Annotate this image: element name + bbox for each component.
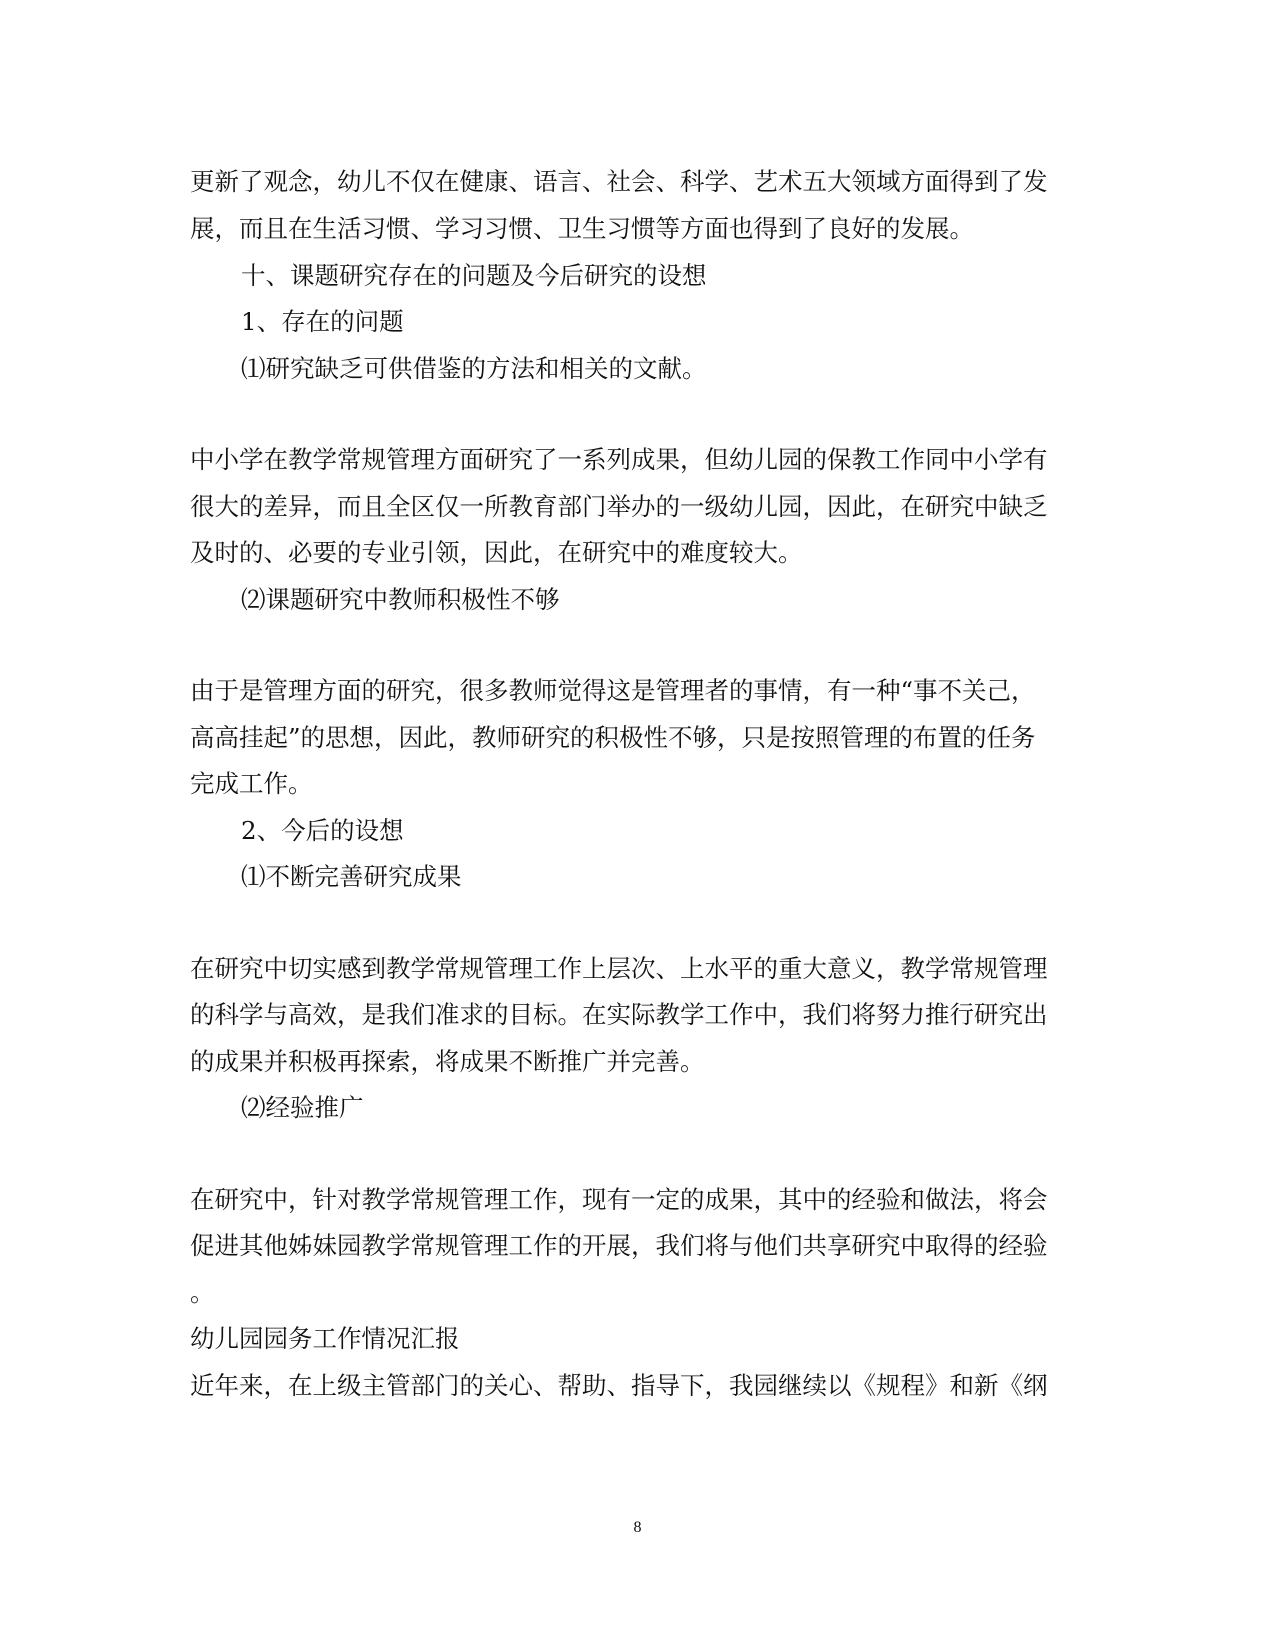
- subsection-heading: 2、今后的设想: [241, 816, 404, 845]
- body-text-line: 在研究中切实感到教学常规管理工作上层次、上水平的重大意义，教学常规管理: [190, 954, 1048, 983]
- subsection-heading: 1、存在的问题: [241, 307, 404, 336]
- body-text-line: 展，而且在生活习惯、学习习惯、卫生习惯等方面也得到了良好的发展。: [190, 214, 974, 243]
- body-text-line: 高高挂起”的思想，因此，教师研究的积极性不够，只是按照管理的布置的任务: [190, 723, 1036, 752]
- body-text-line: 更新了观念，幼儿不仅在健康、语言、社会、科学、艺术五大领域方面得到了发: [190, 167, 1048, 196]
- body-text-line: 中小学在教学常规管理方面研究了一系列成果，但幼儿园的保教工作同中小学有: [190, 445, 1048, 474]
- page-number: 8: [633, 1519, 642, 1536]
- body-text-line: 促进其他姊妹园教学常规管理工作的开展，我们将与他们共享研究中取得的经验: [190, 1231, 1048, 1260]
- body-text-line: 及时的、必要的专业引领，因此，在研究中的难度较大。: [190, 538, 803, 567]
- body-text-line: 由于是管理方面的研究，很多教师觉得这是管理者的事情，有一种“事不关己，: [190, 676, 1036, 705]
- body-text-line: 近年来，在上级主管部门的关心、帮助、指导下，我园继续以《规程》和新《纲: [190, 1371, 1048, 1400]
- body-text-line: 很大的差异，而且全区仅一所教育部门举办的一级幼儿园，因此，在研究中缺乏: [190, 492, 1048, 521]
- item-heading: ⑴研究缺乏可供借鉴的方法和相关的文献。: [241, 354, 707, 383]
- section-heading: 十、课题研究存在的问题及今后研究的设想: [241, 261, 707, 290]
- body-text-line: 。: [190, 1278, 215, 1307]
- report-title: 幼儿园园务工作情况汇报: [190, 1324, 460, 1353]
- body-text-line: 在研究中，针对教学常规管理工作，现有一定的成果，其中的经验和做法，将会: [190, 1185, 1048, 1214]
- body-text-line: 的科学与高效，是我们准求的目标。在实际教学工作中，我们将努力推行研究出: [190, 1000, 1048, 1029]
- item-heading: ⑴不断完善研究成果: [241, 862, 462, 891]
- body-text-line: 完成工作。: [190, 769, 313, 798]
- body-text-line: 的成果并积极再探索，将成果不断推广并完善。: [190, 1047, 705, 1076]
- item-heading: ⑵课题研究中教师积极性不够: [241, 585, 560, 614]
- item-heading: ⑵经验推广: [241, 1093, 364, 1122]
